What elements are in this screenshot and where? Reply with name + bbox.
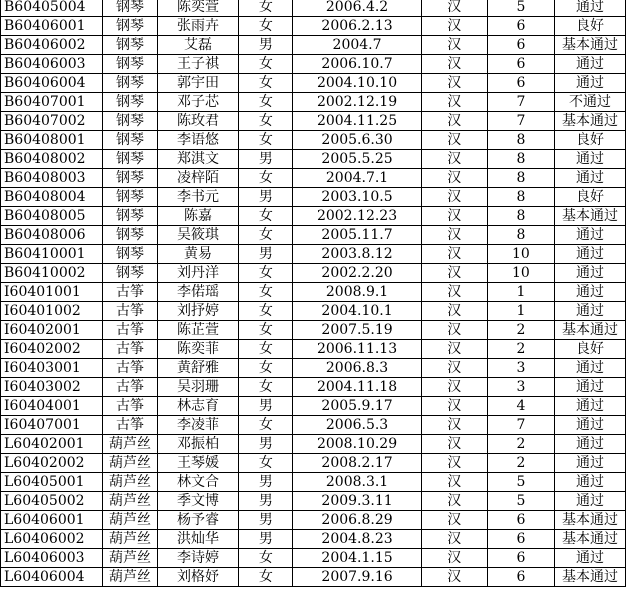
- exam-id-cell: B60407001: [1, 93, 103, 112]
- grade-level-cell: 8: [487, 207, 554, 226]
- gender-cell: 女: [239, 359, 293, 378]
- grade-level-cell: 8: [487, 188, 554, 207]
- instrument-cell: 葫芦丝: [103, 530, 157, 549]
- student-name-cell: 郑淇文: [157, 150, 239, 169]
- exam-id-cell: L60406003: [1, 549, 103, 568]
- result-cell: 基本通过: [555, 112, 626, 131]
- instrument-cell: 葫芦丝: [103, 492, 157, 511]
- birth-date-cell: 2008.2.17: [293, 454, 422, 473]
- student-name-cell: 洪灿华: [157, 530, 239, 549]
- instrument-cell: 葫芦丝: [103, 549, 157, 568]
- student-name-cell: 陈嘉: [157, 207, 239, 226]
- birth-date-cell: 2005.6.30: [293, 131, 422, 150]
- instrument-cell: 葫芦丝: [103, 511, 157, 530]
- result-cell: 通过: [555, 435, 626, 454]
- student-name-cell: 林志育: [157, 397, 239, 416]
- result-cell: 通过: [555, 549, 626, 568]
- ethnicity-cell: 汉: [421, 55, 487, 74]
- exam-id-cell: L60406004: [1, 568, 103, 587]
- ethnicity-cell: 汉: [421, 112, 487, 131]
- grade-level-cell: 5: [487, 492, 554, 511]
- result-cell: 通过: [555, 245, 626, 264]
- exam-id-cell: I60401002: [1, 302, 103, 321]
- table-row: [1, 435, 626, 454]
- student-name-cell: 邓子芯: [157, 93, 239, 112]
- grade-level-cell: 6: [487, 530, 554, 549]
- table-row: [1, 454, 626, 473]
- table-row: [1, 36, 626, 55]
- gender-cell: 男: [239, 150, 293, 169]
- birth-date-cell: 2004.10.1: [293, 302, 422, 321]
- grade-level-cell: 6: [487, 36, 554, 55]
- result-cell: 通过: [555, 378, 626, 397]
- grade-level-cell: 1: [487, 283, 554, 302]
- student-name-cell: 李语悠: [157, 131, 239, 150]
- birth-date-cell: 2008.10.29: [293, 435, 422, 454]
- ethnicity-cell: 汉: [421, 340, 487, 359]
- exam-id-cell: B60408002: [1, 150, 103, 169]
- ethnicity-cell: 汉: [421, 378, 487, 397]
- table-row: [1, 207, 626, 226]
- ethnicity-cell: 汉: [421, 207, 487, 226]
- result-cell: 通过: [555, 264, 626, 283]
- table-row: [1, 264, 626, 283]
- grade-level-cell: 2: [487, 340, 554, 359]
- result-cell: 通过: [555, 0, 626, 17]
- gender-cell: 男: [239, 511, 293, 530]
- grade-level-cell: 6: [487, 549, 554, 568]
- table-row: [1, 321, 626, 340]
- instrument-cell: 葫芦丝: [103, 454, 157, 473]
- instrument-cell: 钢琴: [103, 131, 157, 150]
- ethnicity-cell: 汉: [421, 17, 487, 36]
- birth-date-cell: 2006.2.13: [293, 17, 422, 36]
- gender-cell: 女: [239, 226, 293, 245]
- birth-date-cell: 2004.7.1: [293, 169, 422, 188]
- birth-date-cell: 2007.9.16: [293, 568, 422, 587]
- result-cell: 基本通过: [555, 36, 626, 55]
- instrument-cell: 钢琴: [103, 264, 157, 283]
- ethnicity-cell: 汉: [421, 359, 487, 378]
- exam-id-cell: L60402001: [1, 435, 103, 454]
- instrument-cell: 钢琴: [103, 150, 157, 169]
- exam-id-cell: B60408005: [1, 207, 103, 226]
- result-cell: 良好: [555, 340, 626, 359]
- exam-id-cell: B60408006: [1, 226, 103, 245]
- student-name-cell: 李诗婷: [157, 549, 239, 568]
- instrument-cell: 古筝: [103, 416, 157, 435]
- exam-id-cell: B60405004: [1, 0, 103, 17]
- table-row: [1, 283, 626, 302]
- gender-cell: 女: [239, 264, 293, 283]
- ethnicity-cell: 汉: [421, 397, 487, 416]
- exam-id-cell: I60403001: [1, 359, 103, 378]
- instrument-cell: 钢琴: [103, 0, 157, 17]
- birth-date-cell: 2005.9.17: [293, 397, 422, 416]
- instrument-cell: 钢琴: [103, 74, 157, 93]
- ethnicity-cell: 汉: [421, 321, 487, 340]
- ethnicity-cell: 汉: [421, 264, 487, 283]
- exam-id-cell: B60408003: [1, 169, 103, 188]
- result-cell: 通过: [555, 397, 626, 416]
- table-row: [1, 0, 626, 17]
- student-name-cell: 吴筱琪: [157, 226, 239, 245]
- instrument-cell: 古筝: [103, 378, 157, 397]
- exam-id-cell: B60410002: [1, 264, 103, 283]
- result-cell: 通过: [555, 74, 626, 93]
- grade-level-cell: 6: [487, 511, 554, 530]
- ethnicity-cell: 汉: [421, 454, 487, 473]
- exam-id-cell: B60406002: [1, 36, 103, 55]
- table-row: [1, 150, 626, 169]
- table-row: [1, 530, 626, 549]
- instrument-cell: 葫芦丝: [103, 473, 157, 492]
- birth-date-cell: 2006.8.3: [293, 359, 422, 378]
- result-cell: 通过: [555, 454, 626, 473]
- gender-cell: 女: [239, 0, 293, 17]
- exam-id-cell: B60408004: [1, 188, 103, 207]
- grade-level-cell: 2: [487, 435, 554, 454]
- result-cell: 通过: [555, 169, 626, 188]
- table-row: [1, 93, 626, 112]
- table-body: [1, 0, 626, 587]
- ethnicity-cell: 汉: [421, 549, 487, 568]
- gender-cell: 女: [239, 549, 293, 568]
- student-name-cell: 季文博: [157, 492, 239, 511]
- student-name-cell: 刘抒婷: [157, 302, 239, 321]
- table-row: [1, 568, 626, 587]
- birth-date-cell: 2004.7: [293, 36, 422, 55]
- ethnicity-cell: 汉: [421, 511, 487, 530]
- ethnicity-cell: 汉: [421, 568, 487, 587]
- birth-date-cell: 2006.4.2: [293, 0, 422, 17]
- birth-date-cell: 2006.5.3: [293, 416, 422, 435]
- grade-level-cell: 3: [487, 378, 554, 397]
- gender-cell: 男: [239, 245, 293, 264]
- gender-cell: 女: [239, 169, 293, 188]
- exam-id-cell: B60406003: [1, 55, 103, 74]
- exam-id-cell: B60406001: [1, 17, 103, 36]
- birth-date-cell: 2006.10.7: [293, 55, 422, 74]
- student-name-cell: 刘格妤: [157, 568, 239, 587]
- gender-cell: 女: [239, 321, 293, 340]
- grade-level-cell: 7: [487, 93, 554, 112]
- gender-cell: 男: [239, 530, 293, 549]
- gender-cell: 女: [239, 454, 293, 473]
- ethnicity-cell: 汉: [421, 131, 487, 150]
- instrument-cell: 钢琴: [103, 226, 157, 245]
- table-row: [1, 112, 626, 131]
- gender-cell: 男: [239, 492, 293, 511]
- gender-cell: 男: [239, 36, 293, 55]
- table-row: [1, 245, 626, 264]
- instrument-cell: 钢琴: [103, 93, 157, 112]
- table-row: [1, 17, 626, 36]
- instrument-cell: 钢琴: [103, 112, 157, 131]
- grade-level-cell: 6: [487, 17, 554, 36]
- grade-level-cell: 6: [487, 55, 554, 74]
- gender-cell: 男: [239, 188, 293, 207]
- student-name-cell: 郭宇田: [157, 74, 239, 93]
- ethnicity-cell: 汉: [421, 150, 487, 169]
- ethnicity-cell: 汉: [421, 492, 487, 511]
- grade-level-cell: 8: [487, 169, 554, 188]
- grade-level-cell: 1: [487, 302, 554, 321]
- exam-id-cell: L60402002: [1, 454, 103, 473]
- birth-date-cell: 2008.9.1: [293, 283, 422, 302]
- table-row: [1, 302, 626, 321]
- birth-date-cell: 2004.11.25: [293, 112, 422, 131]
- gender-cell: 女: [239, 283, 293, 302]
- exam-id-cell: B60408001: [1, 131, 103, 150]
- grade-level-cell: 5: [487, 473, 554, 492]
- grade-level-cell: 6: [487, 74, 554, 93]
- grade-level-cell: 8: [487, 150, 554, 169]
- instrument-cell: 钢琴: [103, 169, 157, 188]
- exam-id-cell: B60406004: [1, 74, 103, 93]
- exam-id-cell: I60402002: [1, 340, 103, 359]
- ethnicity-cell: 汉: [421, 435, 487, 454]
- student-name-cell: 艾磊: [157, 36, 239, 55]
- ethnicity-cell: 汉: [421, 169, 487, 188]
- student-name-cell: 张雨卉: [157, 17, 239, 36]
- gender-cell: 女: [239, 340, 293, 359]
- gender-cell: 女: [239, 131, 293, 150]
- instrument-cell: 钢琴: [103, 17, 157, 36]
- exam-id-cell: L60406001: [1, 511, 103, 530]
- gender-cell: 女: [239, 74, 293, 93]
- gender-cell: 男: [239, 473, 293, 492]
- result-cell: 通过: [555, 55, 626, 74]
- gender-cell: 女: [239, 93, 293, 112]
- gender-cell: 女: [239, 112, 293, 131]
- birth-date-cell: 2002.12.19: [293, 93, 422, 112]
- birth-date-cell: 2003.8.12: [293, 245, 422, 264]
- result-cell: 通过: [555, 492, 626, 511]
- ethnicity-cell: 汉: [421, 473, 487, 492]
- instrument-cell: 钢琴: [103, 245, 157, 264]
- student-name-cell: 刘丹洋: [157, 264, 239, 283]
- student-name-cell: 凌梓陌: [157, 169, 239, 188]
- ethnicity-cell: 汉: [421, 416, 487, 435]
- instrument-cell: 古筝: [103, 397, 157, 416]
- result-cell: 不通过: [555, 93, 626, 112]
- birth-date-cell: 2003.10.5: [293, 188, 422, 207]
- instrument-cell: 钢琴: [103, 36, 157, 55]
- gender-cell: 男: [239, 397, 293, 416]
- result-cell: 基本通过: [555, 511, 626, 530]
- exam-id-cell: I60401001: [1, 283, 103, 302]
- table-row: [1, 188, 626, 207]
- result-cell: 通过: [555, 226, 626, 245]
- grade-level-cell: 5: [487, 0, 554, 17]
- student-name-cell: 李书元: [157, 188, 239, 207]
- gender-cell: 男: [239, 435, 293, 454]
- result-cell: 通过: [555, 473, 626, 492]
- grade-level-cell: 10: [487, 245, 554, 264]
- table-row: [1, 397, 626, 416]
- result-cell: 通过: [555, 283, 626, 302]
- student-name-cell: 林文合: [157, 473, 239, 492]
- birth-date-cell: 2009.3.11: [293, 492, 422, 511]
- birth-date-cell: 2008.3.1: [293, 473, 422, 492]
- exam-id-cell: I60407001: [1, 416, 103, 435]
- grade-level-cell: 7: [487, 416, 554, 435]
- gender-cell: 女: [239, 17, 293, 36]
- instrument-cell: 葫芦丝: [103, 568, 157, 587]
- instrument-cell: 葫芦丝: [103, 435, 157, 454]
- table-row: [1, 416, 626, 435]
- ethnicity-cell: 汉: [421, 226, 487, 245]
- table-row: [1, 492, 626, 511]
- grade-level-cell: 3: [487, 359, 554, 378]
- gender-cell: 女: [239, 568, 293, 587]
- grade-level-cell: 10: [487, 264, 554, 283]
- ethnicity-cell: 汉: [421, 74, 487, 93]
- grade-level-cell: 2: [487, 321, 554, 340]
- exam-id-cell: L60405001: [1, 473, 103, 492]
- student-name-cell: 黄舒雅: [157, 359, 239, 378]
- ethnicity-cell: 汉: [421, 93, 487, 112]
- result-cell: 良好: [555, 131, 626, 150]
- table-row: [1, 359, 626, 378]
- grade-level-cell: 8: [487, 226, 554, 245]
- result-cell: 通过: [555, 416, 626, 435]
- birth-date-cell: 2007.5.19: [293, 321, 422, 340]
- ethnicity-cell: 汉: [421, 302, 487, 321]
- table-row: [1, 74, 626, 93]
- birth-date-cell: 2005.5.25: [293, 150, 422, 169]
- ethnicity-cell: 汉: [421, 283, 487, 302]
- birth-date-cell: 2006.8.29: [293, 511, 422, 530]
- result-cell: 通过: [555, 150, 626, 169]
- instrument-cell: 古筝: [103, 302, 157, 321]
- birth-date-cell: 2002.12.23: [293, 207, 422, 226]
- result-cell: 基本通过: [555, 568, 626, 587]
- result-cell: 基本通过: [555, 530, 626, 549]
- instrument-cell: 钢琴: [103, 207, 157, 226]
- student-name-cell: 邓振柏: [157, 435, 239, 454]
- birth-date-cell: 2004.1.15: [293, 549, 422, 568]
- birth-date-cell: 2004.8.23: [293, 530, 422, 549]
- instrument-cell: 古筝: [103, 321, 157, 340]
- student-name-cell: 王琴媛: [157, 454, 239, 473]
- instrument-cell: 钢琴: [103, 188, 157, 207]
- instrument-cell: 钢琴: [103, 55, 157, 74]
- table-row: [1, 511, 626, 530]
- exam-id-cell: I60402001: [1, 321, 103, 340]
- instrument-cell: 古筝: [103, 359, 157, 378]
- student-name-cell: 陈奕萱: [157, 0, 239, 17]
- student-name-cell: 陈奕菲: [157, 340, 239, 359]
- ethnicity-cell: 汉: [421, 0, 487, 17]
- grade-level-cell: 8: [487, 131, 554, 150]
- birth-date-cell: 2002.2.20: [293, 264, 422, 283]
- birth-date-cell: 2004.10.10: [293, 74, 422, 93]
- ethnicity-cell: 汉: [421, 188, 487, 207]
- exam-id-cell: B60410001: [1, 245, 103, 264]
- grade-level-cell: 4: [487, 397, 554, 416]
- result-cell: 通过: [555, 359, 626, 378]
- table-row: [1, 55, 626, 74]
- student-name-cell: 陈芷萱: [157, 321, 239, 340]
- table-row: [1, 378, 626, 397]
- table-row: [1, 169, 626, 188]
- birth-date-cell: 2004.11.18: [293, 378, 422, 397]
- table-row: [1, 340, 626, 359]
- result-cell: 良好: [555, 188, 626, 207]
- ethnicity-cell: 汉: [421, 530, 487, 549]
- birth-date-cell: 2006.11.13: [293, 340, 422, 359]
- instrument-cell: 古筝: [103, 340, 157, 359]
- gender-cell: 女: [239, 378, 293, 397]
- table-row: [1, 131, 626, 150]
- gender-cell: 女: [239, 55, 293, 74]
- table-row: [1, 549, 626, 568]
- student-name-cell: 李凌菲: [157, 416, 239, 435]
- student-name-cell: 黄易: [157, 245, 239, 264]
- instrument-cell: 古筝: [103, 283, 157, 302]
- grade-level-cell: 2: [487, 454, 554, 473]
- grade-level-cell: 7: [487, 112, 554, 131]
- exam-id-cell: I60404001: [1, 397, 103, 416]
- result-cell: 通过: [555, 302, 626, 321]
- student-name-cell: 李偌瑶: [157, 283, 239, 302]
- student-name-cell: 王子祺: [157, 55, 239, 74]
- grade-level-cell: 6: [487, 568, 554, 587]
- exam-id-cell: I60403002: [1, 378, 103, 397]
- gender-cell: 女: [239, 207, 293, 226]
- table-row: [1, 473, 626, 492]
- gender-cell: 女: [239, 416, 293, 435]
- result-cell: 基本通过: [555, 207, 626, 226]
- ethnicity-cell: 汉: [421, 36, 487, 55]
- ethnicity-cell: 汉: [421, 245, 487, 264]
- result-cell: 基本通过: [555, 321, 626, 340]
- exam-id-cell: L60406002: [1, 530, 103, 549]
- result-cell: 良好: [555, 17, 626, 36]
- exam-id-cell: B60407002: [1, 112, 103, 131]
- table-row: [1, 226, 626, 245]
- student-name-cell: 吴羽珊: [157, 378, 239, 397]
- student-name-cell: 陈玫君: [157, 112, 239, 131]
- birth-date-cell: 2005.11.7: [293, 226, 422, 245]
- exam-id-cell: L60405002: [1, 492, 103, 511]
- student-name-cell: 杨予睿: [157, 511, 239, 530]
- gender-cell: 女: [239, 302, 293, 321]
